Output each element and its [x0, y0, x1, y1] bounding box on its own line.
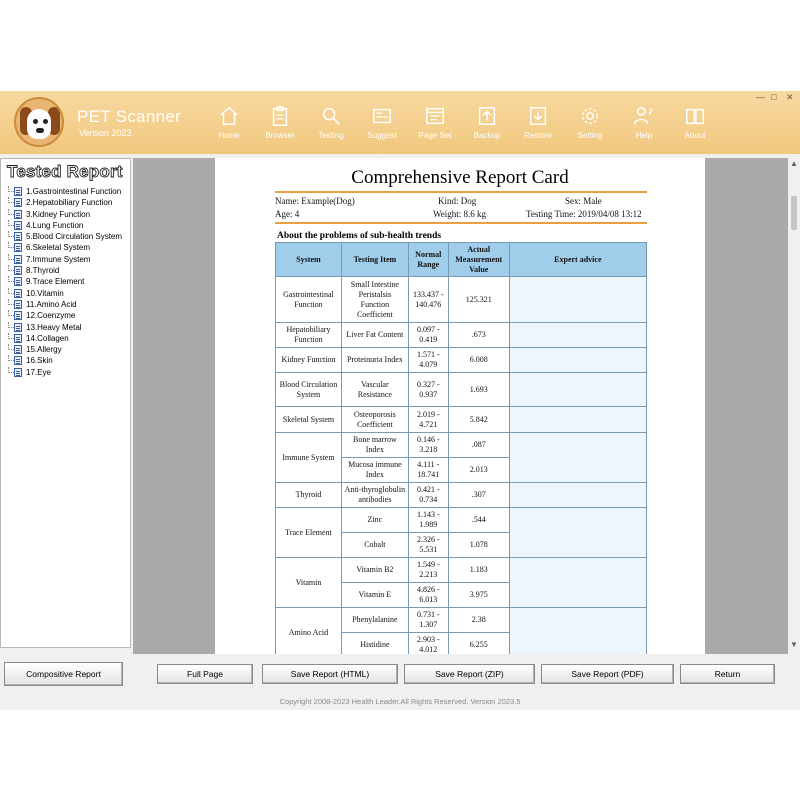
cell-item: Liver Fat Content — [341, 323, 408, 348]
report-scrollbar[interactable] — [788, 158, 800, 654]
document-icon — [14, 289, 22, 298]
scroll-thumb[interactable] — [791, 196, 797, 230]
report-table — [275, 242, 647, 654]
table-row — [276, 433, 647, 458]
book-icon — [684, 105, 706, 127]
sidebar-item-label: 16.Skin — [26, 356, 53, 366]
document-icon — [14, 300, 22, 309]
copyright-text: Copyright 2008-2023 Health Leader.All Rights Reserved. Version 2023.5 — [279, 697, 521, 706]
table-row — [276, 608, 647, 633]
cell-value: 1.183 — [448, 558, 509, 583]
table-row — [276, 483, 647, 508]
nav-label: Setting — [577, 131, 603, 140]
sidebar-item-label: 11.Amino Acid — [26, 299, 77, 309]
cell-value: 5.842 — [448, 407, 509, 433]
cell-system: Trace Element — [276, 508, 342, 558]
cell-range: 1.571 - 4.079 — [408, 348, 448, 373]
cell-item: Zinc — [341, 508, 408, 533]
cell-advice — [509, 323, 646, 348]
pet-kind: Kind: Dog — [438, 196, 477, 206]
header-expert-advice: Expert advice — [509, 243, 646, 277]
nav-home[interactable] — [205, 105, 253, 145]
table-row — [276, 508, 647, 533]
cell-value: .673 — [448, 323, 509, 348]
sidebar-item-label: 5.Blood Circulation System — [26, 232, 123, 242]
save-zip-button[interactable]: Save Report (ZIP) — [404, 664, 535, 684]
sidebar-item-label: 14.Collagen — [26, 333, 69, 343]
cell-item: Bone marrow Index — [341, 433, 408, 458]
app-window — [0, 91, 800, 710]
table-row — [276, 348, 647, 373]
header-normal-range: Normal Range — [408, 243, 448, 277]
close-icon[interactable]: ✕ — [786, 92, 794, 102]
table-row — [276, 277, 647, 323]
save-pdf-button[interactable]: Save Report (PDF) — [541, 664, 674, 684]
sidebar-item[interactable] — [4, 265, 128, 276]
nav-label: Testing — [318, 131, 344, 140]
cell-value: 2.38 — [448, 608, 509, 633]
sidebar-item[interactable] — [4, 367, 128, 378]
sidebar-item-label: 6.Skeletal System — [26, 243, 91, 253]
cell-item: Proteinuria Index — [341, 348, 408, 373]
cell-advice — [509, 558, 646, 608]
gear-icon — [579, 105, 601, 127]
cell-range: 2.903 - 4.012 — [408, 633, 448, 655]
cell-value: 6.255 — [448, 633, 509, 655]
cell-advice — [509, 373, 646, 407]
cell-item: Vitamin B2 — [341, 558, 408, 583]
cell-item: Mucosa immune Index — [341, 458, 408, 483]
cell-value: 1.078 — [448, 533, 509, 558]
cell-system: Kidney Function — [276, 348, 342, 373]
nav-label: Backup — [473, 131, 501, 140]
cell-advice — [509, 407, 646, 433]
document-icon — [14, 311, 22, 320]
header-system: System — [276, 243, 342, 277]
download-icon — [527, 105, 549, 127]
home-icon — [218, 105, 240, 127]
cell-value: 1.693 — [448, 373, 509, 407]
cell-range: 4.111 - 18.741 — [408, 458, 448, 483]
report-tree — [4, 186, 128, 378]
nav-testing[interactable] — [307, 105, 355, 145]
table-row — [276, 323, 647, 348]
sidebar-item[interactable] — [4, 242, 128, 253]
sidebar-item-label: 2.Hepatobiliary Function — [26, 198, 113, 208]
cell-range: 133.437 - 140.476 — [408, 277, 448, 323]
clipboard-icon — [269, 105, 291, 127]
report-viewer — [133, 158, 800, 654]
tested-report-panel — [0, 158, 131, 648]
cell-system: Immune System — [276, 433, 342, 483]
nav-label: Suggest — [367, 131, 397, 140]
sidebar-item[interactable] — [4, 310, 128, 321]
cell-range: 0.327 - 0.937 — [408, 373, 448, 407]
sidebar-item-label: 15.Allergy — [26, 345, 62, 355]
cell-system: Hepatobiliary Function — [276, 323, 342, 348]
sidebar-item[interactable] — [4, 231, 128, 242]
pet-age: Age: 4 — [275, 209, 300, 219]
nav-label: Restore — [523, 131, 552, 140]
sidebar-item-label: 10.Vitamin — [26, 288, 64, 298]
cell-range: 0.731 - 1.307 — [408, 608, 448, 633]
cell-value: .307 — [448, 483, 509, 508]
cell-system: Blood Circulation System — [276, 373, 342, 407]
cell-range: 4.826 - 6.013 — [408, 583, 448, 608]
card-icon — [371, 105, 393, 127]
document-icon — [14, 368, 22, 377]
report-page — [215, 158, 705, 654]
cell-range: 0.421 - 0.734 — [408, 483, 448, 508]
cell-advice — [509, 608, 646, 655]
sidebar-item[interactable] — [4, 197, 128, 208]
pet-sex: Sex: Male — [565, 196, 602, 206]
info-rule — [275, 222, 647, 224]
cell-item: Histidine — [341, 633, 408, 655]
cell-value: 6.008 — [448, 348, 509, 373]
document-icon — [14, 323, 22, 332]
nav-label: Browser — [265, 131, 295, 140]
scroll-down-icon[interactable]: ▼ — [790, 640, 798, 649]
cell-advice — [509, 483, 646, 508]
header-bar — [0, 91, 800, 154]
compositive-report-button[interactable]: Compositive Report — [4, 662, 123, 686]
cell-item: Small Intestine Peristalsis Function Coefficient — [341, 277, 408, 323]
pet-weight: Weight: 8.6 kg — [433, 209, 487, 219]
sidebar-item-label: 13.Heavy Metal — [26, 322, 82, 332]
sidebar-item[interactable] — [4, 355, 128, 366]
document-icon — [14, 187, 22, 196]
scroll-up-icon[interactable]: ▲ — [790, 159, 798, 168]
nav-backup[interactable] — [463, 105, 511, 145]
sidebar-item[interactable] — [4, 276, 128, 287]
nav-restore[interactable] — [514, 105, 562, 145]
sidebar-item[interactable] — [4, 288, 128, 299]
cell-range: 0.097 - 0.419 — [408, 323, 448, 348]
cell-value: 2.013 — [448, 458, 509, 483]
cell-advice — [509, 433, 646, 483]
sidebar-item-label: 9.Trace Element — [26, 277, 85, 287]
cell-range: 1.143 - 1.989 — [408, 508, 448, 533]
cell-item: Vascular Resistance — [341, 373, 408, 407]
app-version: Version 2023 — [79, 128, 132, 138]
nav-label: Home — [218, 131, 240, 140]
sidebar-item[interactable] — [4, 333, 128, 344]
cell-advice — [509, 508, 646, 558]
sidebar-item-label: 7.Immune System — [26, 254, 91, 264]
sidebar-item[interactable] — [4, 186, 128, 197]
table-header-row — [276, 243, 647, 277]
cell-range: 2.326 - 5.531 — [408, 533, 448, 558]
sidebar-item[interactable] — [4, 322, 128, 333]
sidebar-item-label: 17.Eye — [26, 367, 51, 377]
magnifier-icon — [320, 105, 342, 127]
document-icon — [14, 277, 22, 286]
app-title: PET Scanner — [77, 107, 182, 126]
sidebar-item-label: 4.Lung Function — [26, 220, 84, 230]
return-button[interactable]: Return — [680, 664, 775, 684]
sidebar-item[interactable] — [4, 209, 128, 220]
pet-name: Name: Example(Dog) — [275, 196, 355, 206]
document-icon — [14, 221, 22, 230]
sidebar-item-label: 8.Thyroid — [26, 266, 60, 276]
cell-range: 0.146 - 3.218 — [408, 433, 448, 458]
cell-value: 3.975 — [448, 583, 509, 608]
document-icon — [14, 334, 22, 343]
nav-page-set[interactable] — [411, 105, 459, 145]
upload-icon — [476, 105, 498, 127]
dog-logo-icon — [14, 97, 64, 147]
restore-icon[interactable]: □ — [771, 92, 777, 102]
header-testing-item: Testing Item — [341, 243, 408, 277]
sidebar-item-label: 12.Coenzyme — [26, 311, 76, 321]
document-icon — [14, 266, 22, 275]
document-icon — [14, 198, 22, 207]
nav-help[interactable] — [620, 105, 668, 145]
nav-label: Help — [635, 131, 653, 140]
nav-suggest[interactable] — [358, 105, 406, 145]
cell-range: 1.549 - 2.213 — [408, 558, 448, 583]
cell-advice — [509, 277, 646, 323]
nav-about[interactable] — [671, 105, 719, 145]
cell-system: Skeletal System — [276, 407, 342, 433]
testing-time: Testing Time: 2019/04/08 13:12 — [526, 209, 642, 219]
sidebar-item-label: 1.Gastrointestinal Function — [26, 187, 122, 196]
help-person-icon — [633, 105, 655, 127]
nav-label: Page Set — [418, 131, 452, 140]
document-icon — [14, 210, 22, 219]
report-title: Comprehensive Report Card — [351, 167, 569, 188]
nav-label: About — [684, 131, 706, 140]
document-icon — [14, 243, 22, 252]
document-icon — [14, 345, 22, 354]
cell-item: Vitamin E — [341, 583, 408, 608]
nav-setting[interactable] — [566, 105, 614, 145]
document-icon — [14, 356, 22, 365]
sidebar-item[interactable] — [4, 220, 128, 231]
cell-system: Amino Acid — [276, 608, 342, 655]
cell-system: Thyroid — [276, 483, 342, 508]
nav-browser[interactable] — [256, 105, 304, 145]
sidebar-item[interactable] — [4, 299, 128, 310]
tested-report-title: Tested Report — [7, 162, 123, 181]
cell-item: Cobalt — [341, 533, 408, 558]
save-html-button[interactable]: Save Report (HTML) — [262, 664, 398, 684]
table-row — [276, 558, 647, 583]
minimize-icon[interactable]: — — [756, 92, 765, 102]
document-icon — [14, 255, 22, 264]
full-page-button[interactable]: Full Page — [157, 664, 253, 684]
cell-advice — [509, 348, 646, 373]
cell-value: 125.321 — [448, 277, 509, 323]
page-set-icon — [424, 105, 446, 127]
cell-value: .544 — [448, 508, 509, 533]
cell-item: Phenylalanine — [341, 608, 408, 633]
section-title: About the problems of sub-health trends — [277, 231, 442, 241]
document-icon — [14, 232, 22, 241]
header-actual-value: Actual Measurement Value — [448, 243, 509, 277]
cell-value: .087 — [448, 433, 509, 458]
sidebar-item[interactable] — [4, 254, 128, 265]
cell-range: 2.019 - 4.721 — [408, 407, 448, 433]
title-rule — [275, 191, 647, 193]
cell-item: Anti-thyroglobulin antibodies — [341, 483, 408, 508]
cell-item: Osteoporosis Coefficient — [341, 407, 408, 433]
sidebar-item[interactable] — [4, 344, 128, 355]
cell-system: Vitamin — [276, 558, 342, 608]
table-row — [276, 373, 647, 407]
table-row — [276, 407, 647, 433]
sidebar-item-label: 3.Kidney Function — [26, 209, 91, 219]
cell-system: Gastrointestinal Function — [276, 277, 342, 323]
